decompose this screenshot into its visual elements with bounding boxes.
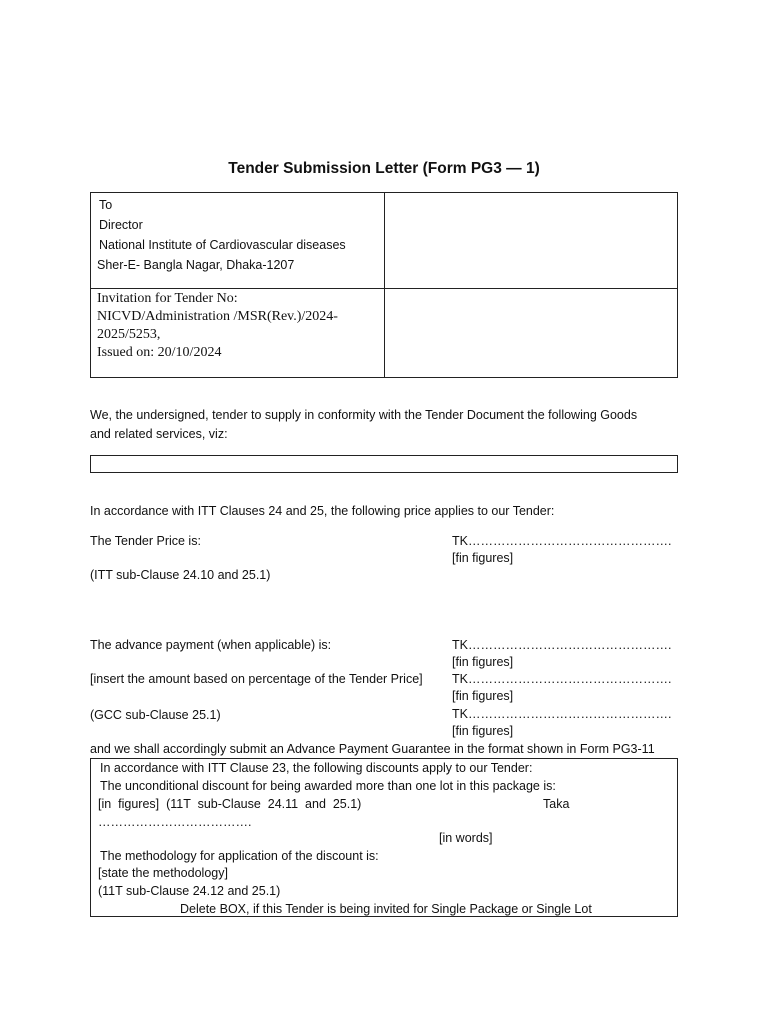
advance-figures-1: [fin figures] xyxy=(452,655,514,669)
intro-line-1: We, the undersigned, tender to supply in conformity with the Tender Document the following Goods xyxy=(90,408,638,422)
goods-entry-box xyxy=(90,455,678,473)
discount-line-5: The methodology for application of the discount is: xyxy=(100,849,379,863)
invitation-line-4: Issued on: 20/10/2024 xyxy=(97,345,222,360)
advance-amount-1 xyxy=(452,637,671,671)
tender-price-clause: (ITT sub-Clause 24.10 and 25.1) xyxy=(90,568,271,582)
address-institute: National Institute of Cardiovascular diseases xyxy=(99,238,346,252)
advance-clause: (GCC sub-Clause 25.1) xyxy=(90,708,221,722)
table-divider-vertical xyxy=(384,193,385,377)
discount-dots: ………………………………. xyxy=(98,815,252,829)
advance-guarantee: and we shall accordingly submit an Advance Payment Guarantee in the format shown in Form PG3-11 xyxy=(90,742,655,756)
discount-box xyxy=(90,758,678,917)
tender-price-amount xyxy=(452,533,671,567)
intro-paragraph xyxy=(90,406,637,444)
advance-tk-1: TK…………………………………………. xyxy=(452,638,672,652)
price-heading: In accordance with ITT Clauses 24 and 25, the following price applies to our Tender: xyxy=(90,504,555,518)
tender-price-tk: TK…………………………………………. xyxy=(452,534,672,548)
discount-line-8: Delete BOX, if this Tender is being invited for Single Package or Single Lot xyxy=(180,902,592,916)
invitation-block xyxy=(97,290,377,362)
advance-figures-3: [fin figures] xyxy=(452,724,514,738)
discount-line-1: In accordance with ITT Clause 23, the following discounts apply to our Tender: xyxy=(100,761,533,775)
advance-label: The advance payment (when applicable) is: xyxy=(90,638,332,652)
address-location: Sher-E- Bangla Nagar, Dhaka-1207 xyxy=(97,258,295,272)
tender-price-label: The Tender Price is: xyxy=(90,534,201,548)
invitation-line-1: Invitation for Tender No: xyxy=(97,291,238,306)
address-to: To xyxy=(99,198,113,212)
advance-insert-label: [insert the amount based on percentage of the Tender Price] xyxy=(90,672,423,686)
discount-line-2: The unconditional discount for being awarded more than one lot in this package is: xyxy=(100,779,556,793)
intro-line-2: and related services, viz: xyxy=(90,427,228,441)
discount-line-7: (11T sub-Clause 24.12 and 25.1) xyxy=(98,884,281,898)
address-block xyxy=(99,195,346,275)
advance-figures-2: [fin figures] xyxy=(452,689,514,703)
invitation-line-3: 2025/5253, xyxy=(97,327,161,342)
advance-amount-3 xyxy=(452,706,671,740)
tender-price-figures: [fin figures] xyxy=(452,551,514,565)
page-title: Tender Submission Letter (Form PG3 — 1) xyxy=(228,160,540,177)
discount-taka: Taka xyxy=(543,797,570,811)
advance-tk-2: TK…………………………………………. xyxy=(452,672,672,686)
advance-tk-3: TK…………………………………………. xyxy=(452,707,672,721)
discount-in-words: [in words] xyxy=(439,831,493,845)
table-divider-horizontal xyxy=(91,288,677,289)
discount-line-6: [state the methodology] xyxy=(98,866,228,880)
address-director: Director xyxy=(99,218,143,232)
header-table xyxy=(90,192,678,378)
invitation-line-2: NICVD/Administration /MSR(Rev.)/2024- xyxy=(97,309,338,324)
discount-line-3: [in figures] (11T sub-Clause 24.11 and 25.1) xyxy=(98,797,362,811)
advance-amount-2 xyxy=(452,671,671,705)
